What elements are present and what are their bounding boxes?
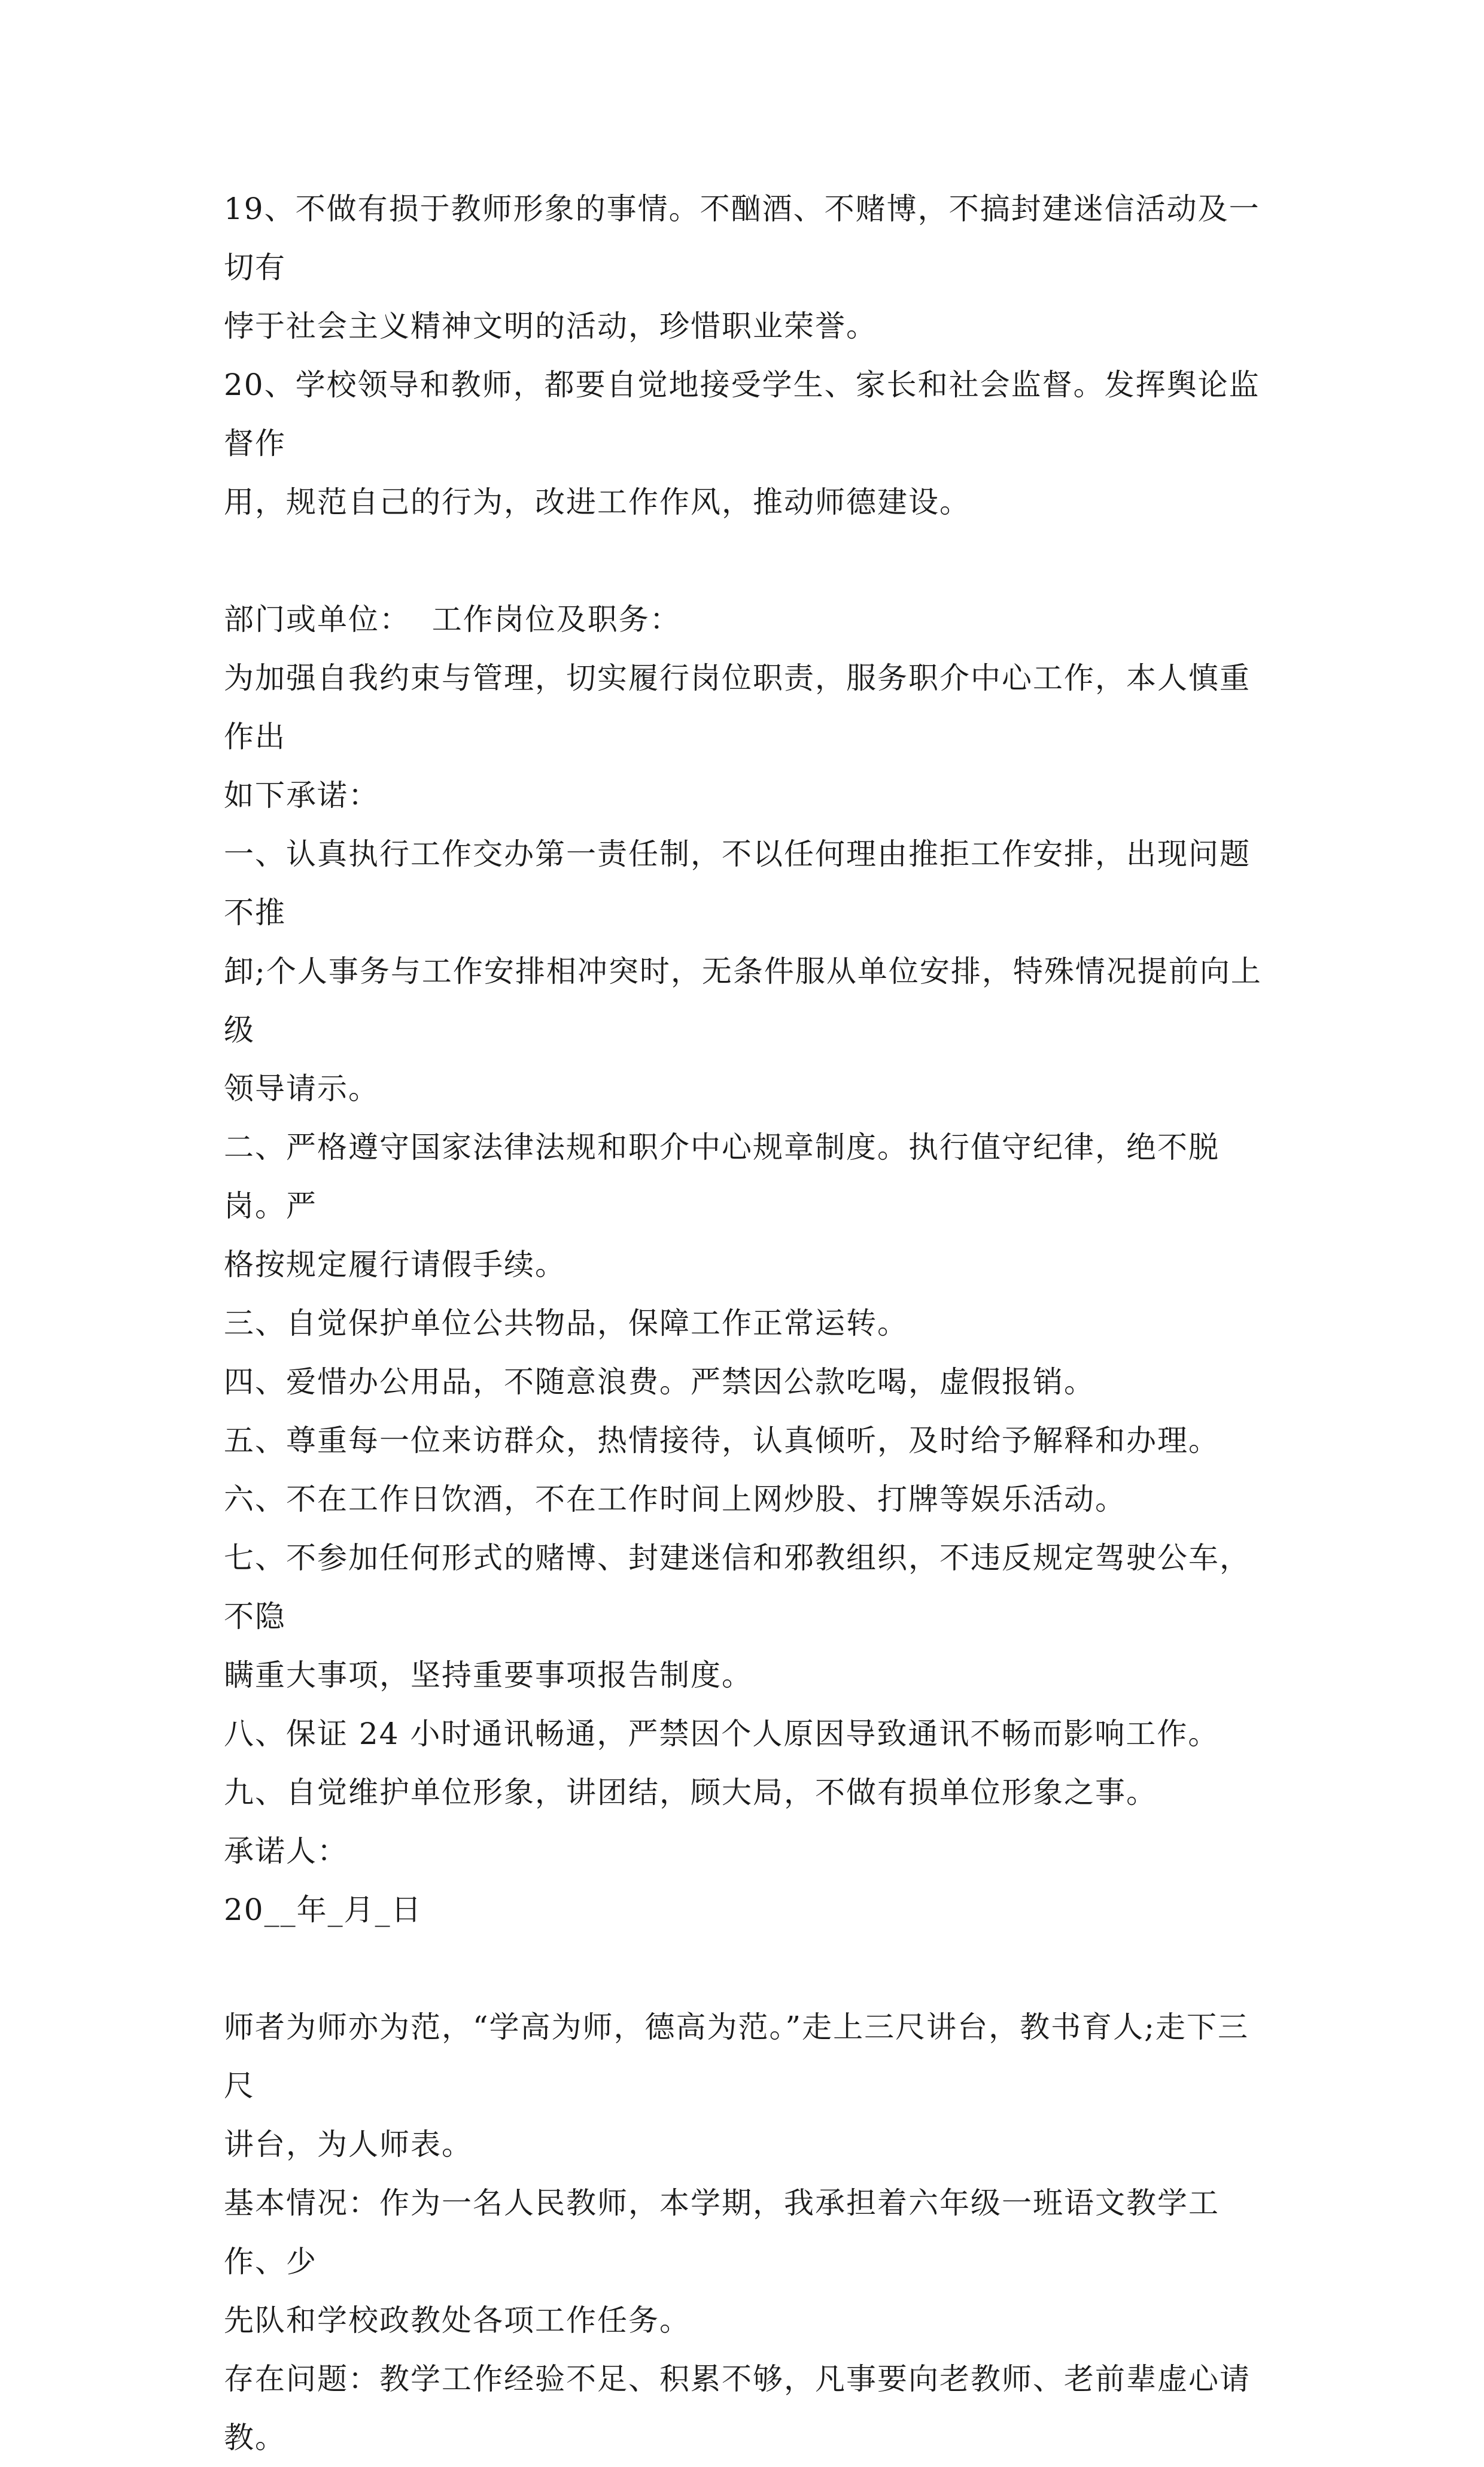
text-line: 九、自觉维护单位形象，讲团结，顾大局，不做有损单位形象之事。 [224,1775,1157,1810]
blank-line [224,531,1271,590]
blank-line [224,1939,1271,1998]
text-line: 部门或单位： 工作岗位及职务： [224,602,681,637]
text-line: 如下承诺： [224,778,379,813]
text-line: 格按规定履行请假手续。 [224,1247,566,1282]
text-line: 基本情况：作为一名人民教师，本学期，我承担着六年级一班语文教学工作、少 [224,2186,1220,2279]
text-line: 存在问题：教学工作经验不足、积累不够，凡事要向老教师、老前辈虚心请教。 [224,2362,1251,2455]
text-line: 先队和学校政教处各项工作任务。 [224,2303,691,2338]
text-line: 四、爱惜办公用品，不随意浪费。严禁因公款吃喝，虚假报销。 [224,1365,1095,1399]
text-line: 三、自觉保护单位公共物品，保障工作正常运转。 [224,1306,908,1341]
text-line: 讲台，为人师表。 [224,2127,473,2162]
text-line: 领导请示。 [224,1071,379,1106]
text-line: 瞒重大事项，坚持重要事项报告制度。 [224,1658,753,1693]
date-line: 20__年_月_日 [224,1892,422,1927]
text-line: 七、不参加任何形式的赌博、封建迷信和邪教组织，不违反规定驾驶公车，不隐 [224,1541,1251,1634]
text-line: 19、不做有损于教师形象的事情。不酗酒、不赌博，不搞封建迷信活动及一切有 [224,192,1260,285]
text-line: 一、认真执行工作交办第一责任制，不以任何理由推拒工作安排，出现问题不推 [224,837,1251,930]
text-line: 师者为师亦为范，“学高为师，德高为范。”走上三尺讲台，教书育人;走下三尺 [224,2010,1249,2103]
text-line: 卸;个人事务与工作安排相冲突时，无条件服从单位安排，特殊情况提前向上级 [224,954,1262,1047]
text-line: 为加强自我约束与管理，切实履行岗位职责，服务职介中心工作，本人慎重作出 [224,661,1251,754]
text-line: 悖于社会主义精神文明的活动，珍惜职业荣誉。 [224,309,877,344]
signatory-label: 承诺人： [224,1834,348,1869]
text-line: 六、不在工作日饮酒，不在工作时间上网炒股、打牌等娱乐活动。 [224,1482,1126,1517]
text-line: 20、学校领导和教师，都要自觉地接受学生、家长和社会监督。发挥舆论监督作 [224,367,1260,461]
text-line: 用，规范自己的行为，改进工作作风，推动师德建设。 [224,485,971,519]
text-line: 五、尊重每一位来访群众，热情接待，认真倾听，及时给予解释和办理。 [224,1423,1220,1458]
document-body [224,180,1271,2467]
text-line: 二、严格遵守国家法律法规和职介中心规章制度。执行值守纪律，绝不脱岗。严 [224,1130,1220,1223]
text-line: 八、保证 24 小时通讯畅通，严禁因个人原因导致通讯不畅而影响工作。 [224,1716,1220,1751]
